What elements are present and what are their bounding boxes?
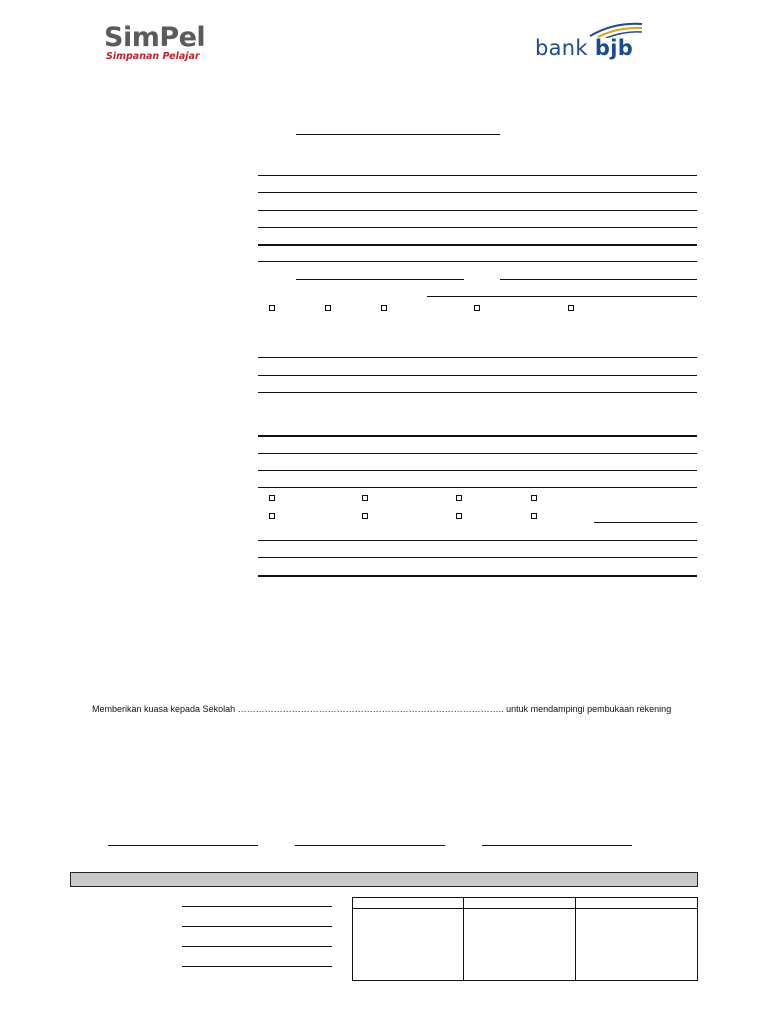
signature-line[interactable] xyxy=(108,845,258,846)
option-checkbox[interactable] xyxy=(269,495,275,501)
form-line[interactable] xyxy=(258,487,697,488)
option-checkbox[interactable] xyxy=(456,513,462,519)
option-checkbox[interactable] xyxy=(362,513,368,519)
signature-line[interactable] xyxy=(482,845,632,846)
form-line[interactable] xyxy=(258,435,697,437)
bank-use-line[interactable] xyxy=(182,906,332,907)
form-line[interactable] xyxy=(258,575,697,577)
form-line[interactable] xyxy=(258,470,697,471)
option-checkbox[interactable] xyxy=(269,513,275,519)
bank-use-line[interactable] xyxy=(182,926,332,927)
form-line[interactable] xyxy=(258,375,697,376)
bank-use-line[interactable] xyxy=(182,946,332,947)
form-line[interactable] xyxy=(258,244,697,246)
option-checkbox[interactable] xyxy=(474,305,480,311)
option-checkbox[interactable] xyxy=(269,305,275,311)
form-line-short[interactable] xyxy=(594,522,697,523)
form-line[interactable] xyxy=(258,392,697,393)
option-checkbox[interactable] xyxy=(456,495,462,501)
form-line[interactable] xyxy=(258,227,697,228)
form-line[interactable] xyxy=(258,261,697,262)
bank-bjb-logo xyxy=(526,18,666,66)
box-header-divider xyxy=(353,908,697,909)
box-column-divider xyxy=(575,898,576,980)
option-checkbox[interactable] xyxy=(381,305,387,311)
bank-use-line[interactable] xyxy=(182,966,332,967)
box-column-divider xyxy=(463,898,464,980)
form-line[interactable] xyxy=(258,175,697,176)
form-line[interactable] xyxy=(258,192,697,193)
bank-bjb-logo-text xyxy=(535,36,633,60)
form-line[interactable] xyxy=(258,540,697,541)
simpel-logo xyxy=(100,24,222,64)
bjb-text-light: bank xyxy=(535,36,595,60)
form-line-short[interactable] xyxy=(296,279,464,280)
option-checkbox[interactable] xyxy=(568,305,574,311)
signature-line[interactable] xyxy=(295,845,445,846)
authorization-statement: Memberikan kuasa kepada Sekolah …………………………………………………………………………….. untuk mendampingi pembukaan rekening xyxy=(92,704,672,714)
title-blank-line[interactable] xyxy=(296,134,500,135)
option-checkbox[interactable] xyxy=(362,495,368,501)
form-line[interactable] xyxy=(258,357,697,358)
option-checkbox[interactable] xyxy=(325,305,331,311)
bjb-text-bold: bjb xyxy=(594,36,634,60)
form-line[interactable] xyxy=(258,453,697,454)
bjb-swoosh-icon xyxy=(588,18,644,38)
simpel-logo-title: SimPel xyxy=(104,22,206,53)
section-header-bar xyxy=(70,872,698,887)
form-line[interactable] xyxy=(258,210,697,211)
option-checkbox[interactable] xyxy=(531,513,537,519)
simpel-logo-subtitle: Simpanan Pelajar xyxy=(106,51,200,62)
form-line-short[interactable] xyxy=(427,296,697,297)
form-line[interactable] xyxy=(258,557,697,558)
bank-signature-box xyxy=(352,897,698,981)
option-checkbox[interactable] xyxy=(531,495,537,501)
form-line-short[interactable] xyxy=(500,279,697,280)
